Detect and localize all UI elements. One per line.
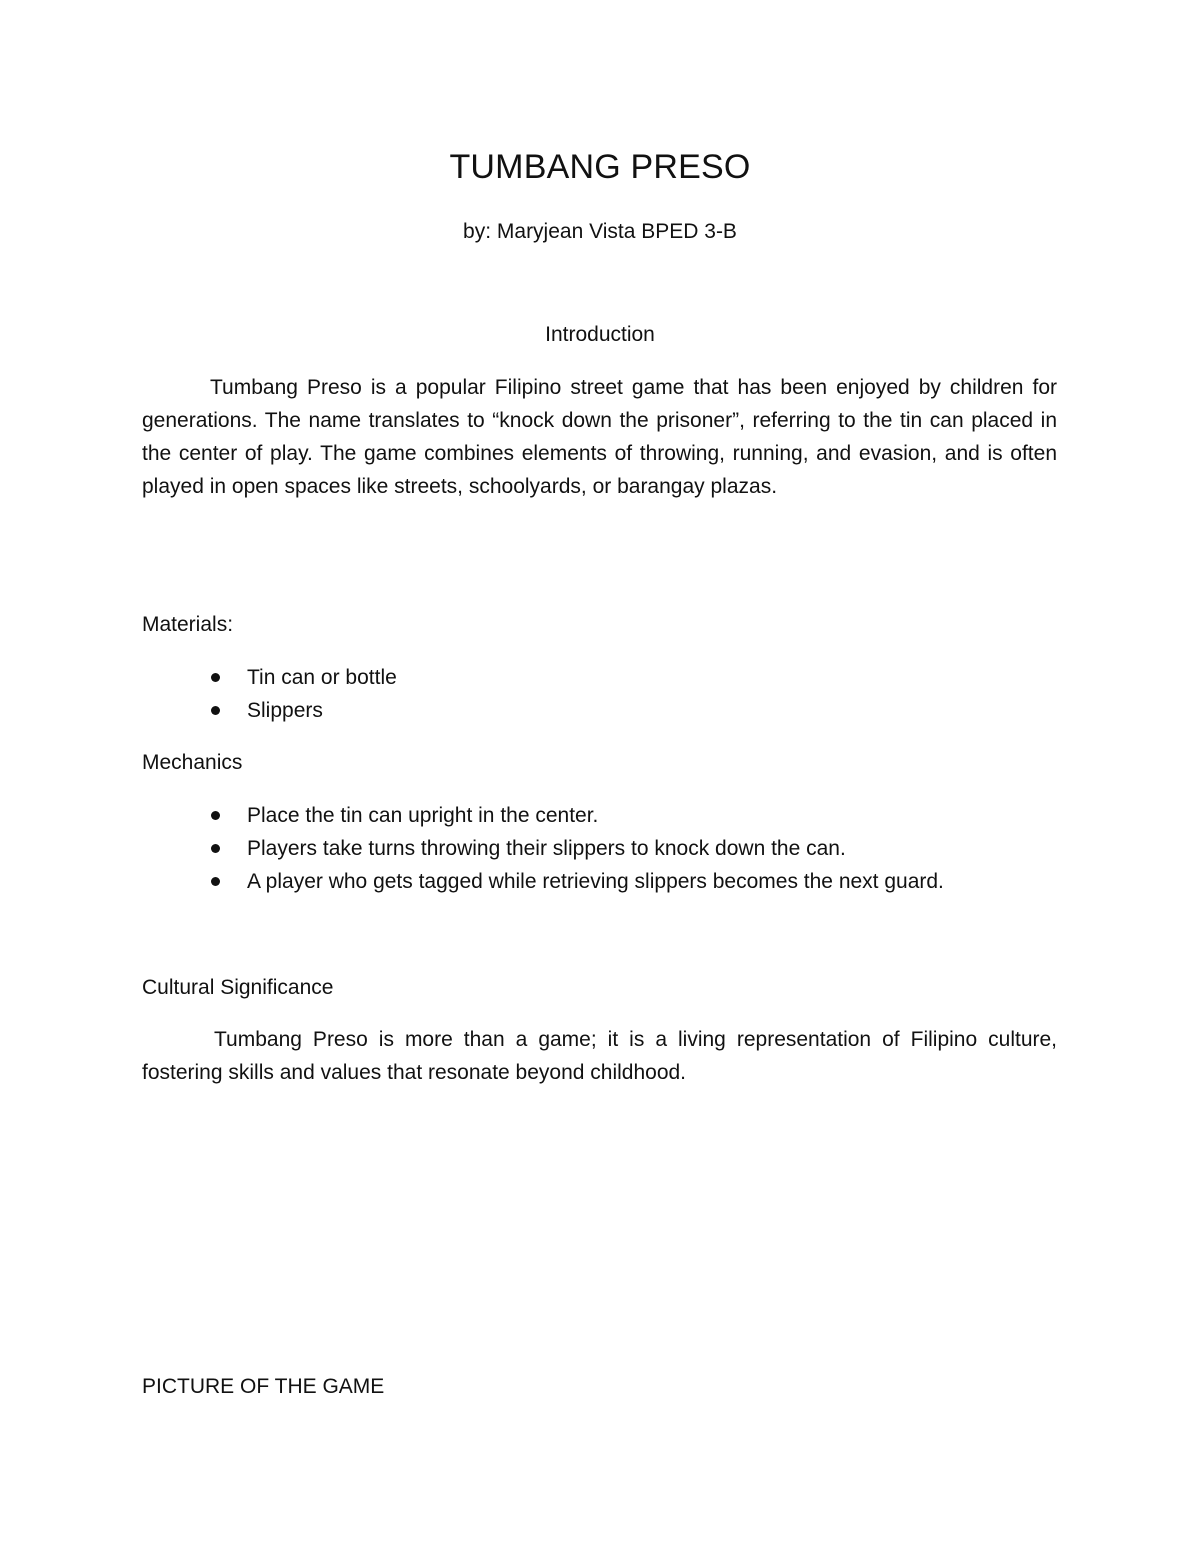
list-item-text: Tin can or bottle	[247, 666, 397, 689]
introduction-paragraph: Tumbang Preso is a popular Filipino street game that has been enjoyed by children for generations. The name translates to “knock down the prisoner”, referring to the tin can placed in the center of play. The game combines elements of throwing, running, and evasion, and is often played in open spaces like streets, schoolyards, or barangay plazas.	[142, 376, 1057, 498]
list-item	[142, 661, 397, 694]
list-item	[142, 832, 944, 865]
bullet-icon	[211, 706, 220, 715]
picture-heading: PICTURE OF THE GAME	[142, 1375, 385, 1398]
materials-heading: Materials:	[142, 613, 234, 636]
bullet-icon	[211, 844, 220, 853]
list-item-text: Players take turns throwing their slippers to knock down the can.	[247, 837, 846, 860]
document-title: TUMBANG PRESO	[449, 148, 751, 186]
mechanics-list	[142, 799, 944, 898]
author-byline: by: Maryjean Vista BPED 3-B	[463, 220, 737, 243]
bullet-icon	[211, 811, 220, 820]
list-item	[142, 694, 397, 727]
list-item-text: Place the tin can upright in the center.	[247, 804, 599, 827]
bullet-icon	[211, 673, 220, 682]
list-item	[142, 799, 944, 832]
list-item-text: Slippers	[247, 699, 323, 722]
cultural-significance-heading: Cultural Significance	[142, 976, 334, 999]
bullet-icon	[211, 877, 220, 886]
introduction-heading: Introduction	[545, 323, 655, 346]
materials-list	[142, 661, 397, 727]
list-item-text: A player who gets tagged while retrieving slippers becomes the next guard.	[247, 870, 944, 893]
cultural-significance-paragraph: Tumbang Preso is more than a game; it is a living representation of Filipino culture, fostering skills and values that resonate beyond childhood.	[142, 1028, 1057, 1084]
list-item	[142, 865, 944, 898]
mechanics-heading: Mechanics	[142, 751, 243, 774]
